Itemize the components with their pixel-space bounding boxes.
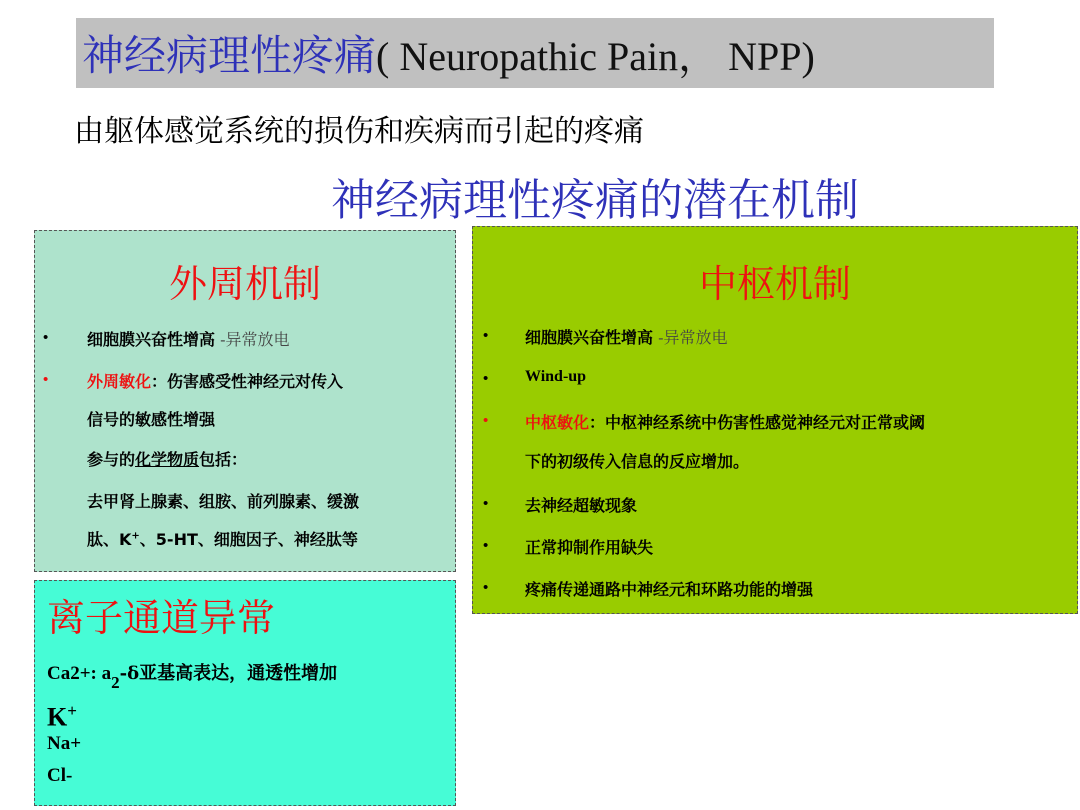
central-item-windup: Wind-up — [525, 368, 587, 385]
ca-prefix: Ca2+: a — [47, 663, 112, 684]
bullet-icon: • — [43, 329, 49, 346]
ion-potassium-line — [47, 701, 77, 733]
central-item-inhibition-loss: 正常抑制作用缺失 — [525, 538, 654, 557]
chem-list-a: 肽、K — [87, 530, 132, 549]
chem-list-sup: + — [131, 530, 140, 542]
peripheral-item-membrane-plain: -异常放电 — [215, 330, 290, 349]
central-mechanism-panel — [472, 226, 1078, 614]
chemical-list-line1: 去甲肾上腺素、组胺、前列腺素、缓激 — [87, 492, 360, 511]
bullet-icon: • — [483, 537, 489, 554]
chem-suffix: 包括： — [199, 450, 248, 469]
central-item-sensitization — [525, 410, 925, 433]
chem-list-b: 、5-HT、细胞因子、神经肽等 — [139, 530, 358, 549]
bullet-icon: • — [43, 371, 49, 388]
peripheral-item-sensitization — [87, 369, 343, 392]
central-title: 中枢机制 — [698, 262, 851, 306]
bullet-icon: • — [483, 412, 489, 429]
peripheral-title: 外周机制 — [168, 262, 321, 306]
chem-underlined: 化学物质 — [135, 450, 200, 469]
peripheral-sensitization-term: 外周敏化 — [87, 372, 152, 391]
central-item-pathway-enhancement: 疼痛传递通路中神经元和环路功能的增强 — [525, 580, 814, 599]
ion-calcium-line — [47, 659, 338, 692]
central-sensitization-term: 中枢敏化 — [525, 413, 590, 432]
central-item-membrane-plain: -异常放电 — [653, 328, 728, 347]
title-chinese: 神经病理性疼痛 — [82, 31, 377, 80]
peripheral-item-membrane-bold: 细胞膜兴奋性增高 — [87, 330, 216, 349]
title-english: ( Neuropathic Pain， NPP) — [376, 33, 815, 79]
section-heading: 神经病理性疼痛的潜在机制 — [331, 175, 859, 226]
central-sensitization-line2: 下的初级传入信息的反应增加。 — [525, 452, 750, 471]
ca-suffix: -δ亚基高表达，通透性增加 — [119, 663, 338, 684]
ion-sodium-line: Na+ — [47, 733, 82, 754]
chem-prefix: 参与的 — [87, 450, 136, 469]
k-base: K — [47, 702, 68, 732]
ca-sub: 2 — [111, 672, 120, 692]
central-item-membrane — [525, 325, 728, 348]
central-item-denervation: 去神经超敏现象 — [525, 496, 638, 515]
ion-channel-title: 离子通道异常 — [47, 596, 276, 640]
peripheral-item-membrane — [87, 327, 290, 350]
chemical-list-line2 — [87, 527, 358, 550]
peripheral-sensitization-desc: ：伤害感受性神经元对传入 — [151, 372, 344, 391]
chemical-substances-label — [87, 447, 247, 470]
peripheral-sensitization-line2: 信号的敏感性增强 — [87, 410, 216, 429]
title-bar — [76, 18, 994, 88]
k-sup: + — [67, 701, 77, 720]
central-sensitization-desc: ：中枢神经系统中伤害性感觉神经元对正常或阈 — [589, 413, 926, 432]
bullet-icon: • — [483, 327, 489, 344]
subtitle: 由躯体感觉系统的损伤和疾病而引起的疼痛 — [74, 114, 644, 149]
ion-chloride-line: Cl- — [47, 765, 73, 786]
central-item-membrane-bold: 细胞膜兴奋性增高 — [525, 328, 654, 347]
bullet-icon: • — [483, 579, 489, 596]
bullet-icon: • — [483, 495, 489, 512]
ion-channel-panel — [34, 580, 456, 806]
bullet-icon: • — [483, 370, 489, 387]
peripheral-mechanism-panel — [34, 230, 456, 572]
